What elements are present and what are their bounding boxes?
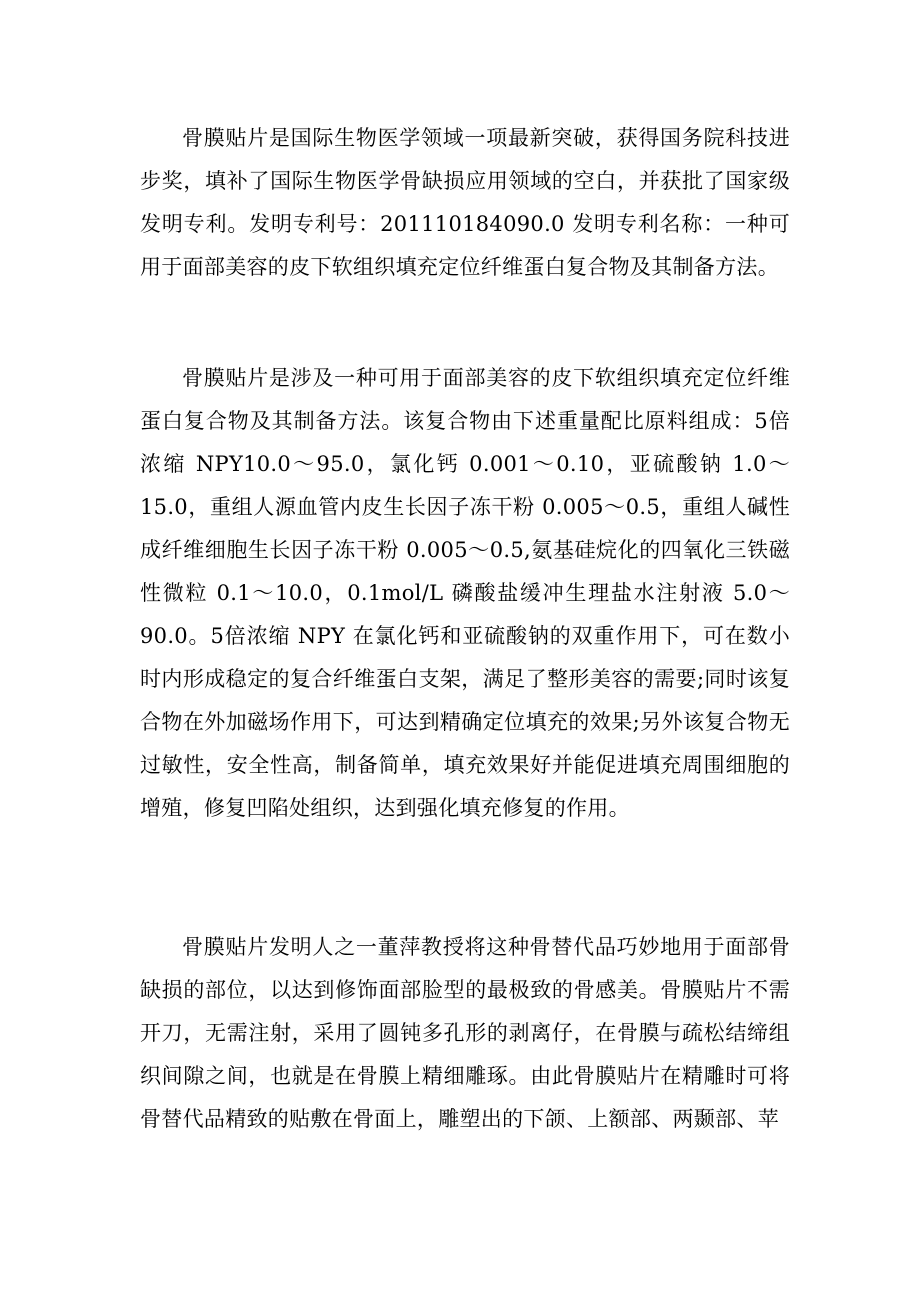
paragraph-composition: 骨膜贴片是涉及一种可用于面部美容的皮下软组织填充定位纤维蛋白复合物及其制备方法。该复合物由下述重量配比原料组成：5倍浓缩 NPY10.0～95.0，氯化钙 0.001～0.10，亚硫酸钠 1.0～15.0，重组人源血管内皮生长因子冻干粉 0.005～0.5，重组人碱性成纤维细胞生长因子冻干粉 0.005～0.5,氨基硅烷化的四氧化三铁磁性微粒 0.1～10.0，0.1mol/L 磷酸盐缓冲生理盐水注射液 5.0～90.0。5倍浓缩 NPY 在氯化钙和亚硫酸钠的双重作用下，可在数小时内形成稳定的复合纤维蛋白支架，满足了整形美容的需要;同时该复合物在外加磁场作用下，可达到精确定位填充的效果;另外该复合物无过敏性，安全性高，制备简单，填充效果好并能促进填充周围细胞的增殖，修复凹陷处组织，达到强化填充修复的作用。 (140, 366, 790, 820)
paragraph-intro: 骨膜贴片是国际生物医学领域一项最新突破，获得国务院科技进步奖，填补了国际生物医学骨缺损应用领域的空白，并获批了国家级发明专利。发明专利号：201110184090.0 发明专利名称：一种可用于面部美容的皮下软组织填充定位纤维蛋白复合物及其制备方法。 (140, 126, 790, 279)
paragraph-application: 骨膜贴片发明人之一董萍教授将这种骨替代品巧妙地用于面部骨缺损的部位，以达到修饰面部脸型的最极致的骨感美。骨膜贴片不需开刀，无需注射，采用了圆钝多孔形的剥离仔，在骨膜与疏松结缔组织间隙之间，也就是在骨膜上精细雕琢。由此骨膜贴片在精雕时可将骨替代品精致的贴敷在骨面上，雕塑出的下颌、上额部、两颞部、苹 (140, 935, 790, 1131)
